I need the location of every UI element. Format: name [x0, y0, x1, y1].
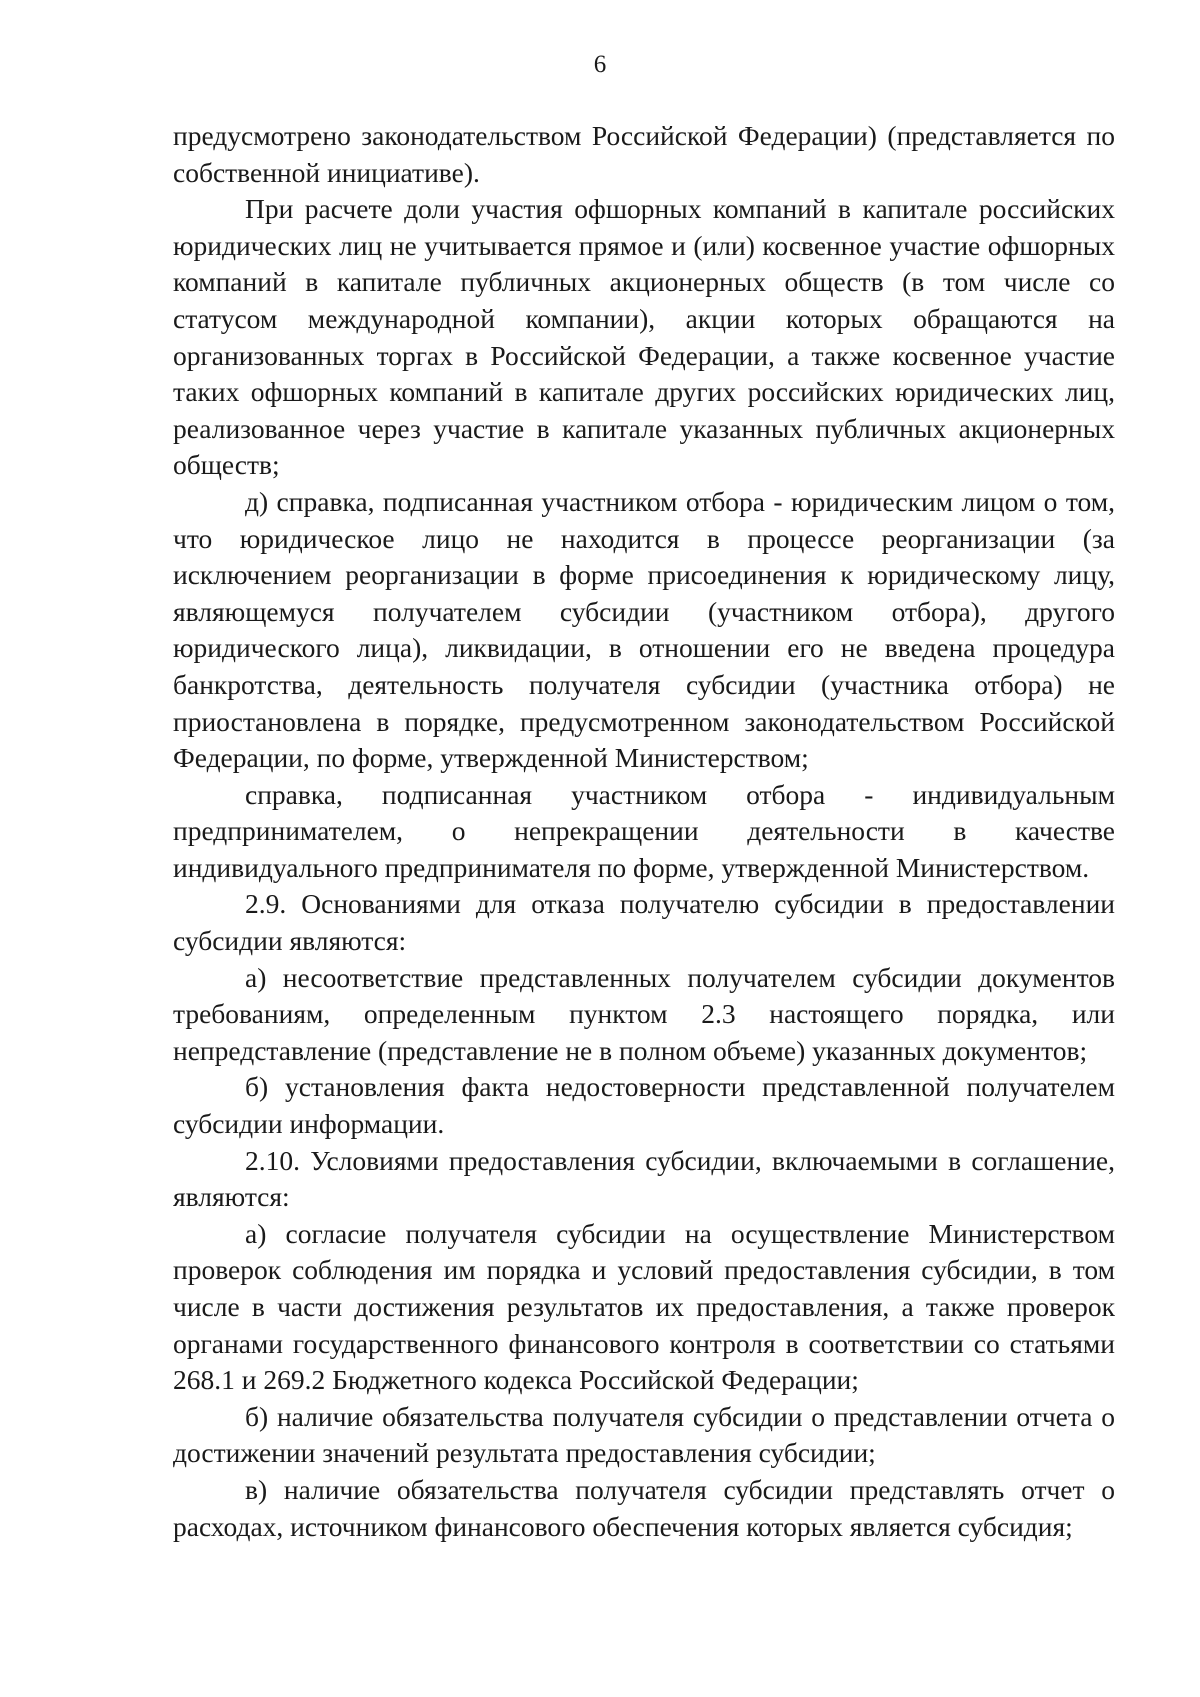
- page-number: 6: [593, 51, 607, 78]
- paragraph-2-10-conditions: 2.10. Условиями предоставления субсидии, включаемыми в соглашение, являются:: [173, 1144, 1115, 1213]
- paragraph-2-9-refusal-grounds: 2.9. Основаниями для отказа получателю субсидии в предоставлении субсидии являются:: [173, 888, 1115, 957]
- paragraph-item-d-legal-entity-certificate: д) справка, подписанная участником отбора - юридическим лицом о том, что юридическое лицо не находится в процессе реорганизации (за исключением реорганизации в форме присоединения к юридическому лицу, являющемуся получателем субсидии (участником отбора), другого юридического лица), ликвидации, в отношении его не введена процедура банкротства, деятельность получателя субсидии (участника отбора) не приостановлена в порядке, предусмотренном законодательством Российской Федерации, по форме, утвержденной Министерством;: [173, 485, 1115, 774]
- paragraph-2-9-item-a: а) несоответствие представленных получателем субсидии документов требованиям, определенным пунктом 2.3 настоящего порядка, или непредставление (представление не в полном объеме) указанных документов;: [173, 961, 1115, 1066]
- paragraph-2-10-item-a: а) согласие получателя субсидии на осуществление Министерством проверок соблюдения им порядка и условий предоставления субсидии, в том числе в части достижения результатов их предоставления, а также проверок органами государственного финансового контроля в соответствии со статьями 268.1 и 269.2 Бюджетного кодекса Российской Федерации;: [173, 1217, 1115, 1396]
- paragraph-offshore-share: При расчете доли участия офшорных компаний в капитале российских юридических лиц не учитывается прямое и (или) косвенное участие офшорных компаний в капитале публичных акционерных обществ (в том числе со статусом международной компании), акции которых обращаются на организованных торгах в Российской Федерации, а также косвенное участие таких офшорных компаний в капитале других российских юридических лиц, реализованное через участие в капитале указанных публичных акционерных обществ;: [173, 193, 1115, 481]
- document-body: [173, 118, 1115, 1545]
- paragraph-2-10-item-b: б) наличие обязательства получателя субсидии о представлении отчета о достижении значений результата предоставления субсидии;: [173, 1400, 1115, 1469]
- paragraph-continuation: предусмотрено законодательством Российской Федерации) (представляется по собственной инициативе).: [173, 120, 1115, 188]
- paragraph-2-10-item-v: в) наличие обязательства получателя субсидии представлять отчет о расходах, источником финансового обеспечения которых является субсидия;: [173, 1473, 1115, 1542]
- paragraph-individual-entrepreneur-certificate: справка, подписанная участником отбора - индивидуальным предпринимателем, о непрекращении деятельности в качестве индивидуального предпринимателя по форме, утвержденной Министерством.: [173, 778, 1115, 883]
- paragraph-2-9-item-b: б) установления факта недостоверности представленной получателем субсидии информации.: [173, 1071, 1115, 1140]
